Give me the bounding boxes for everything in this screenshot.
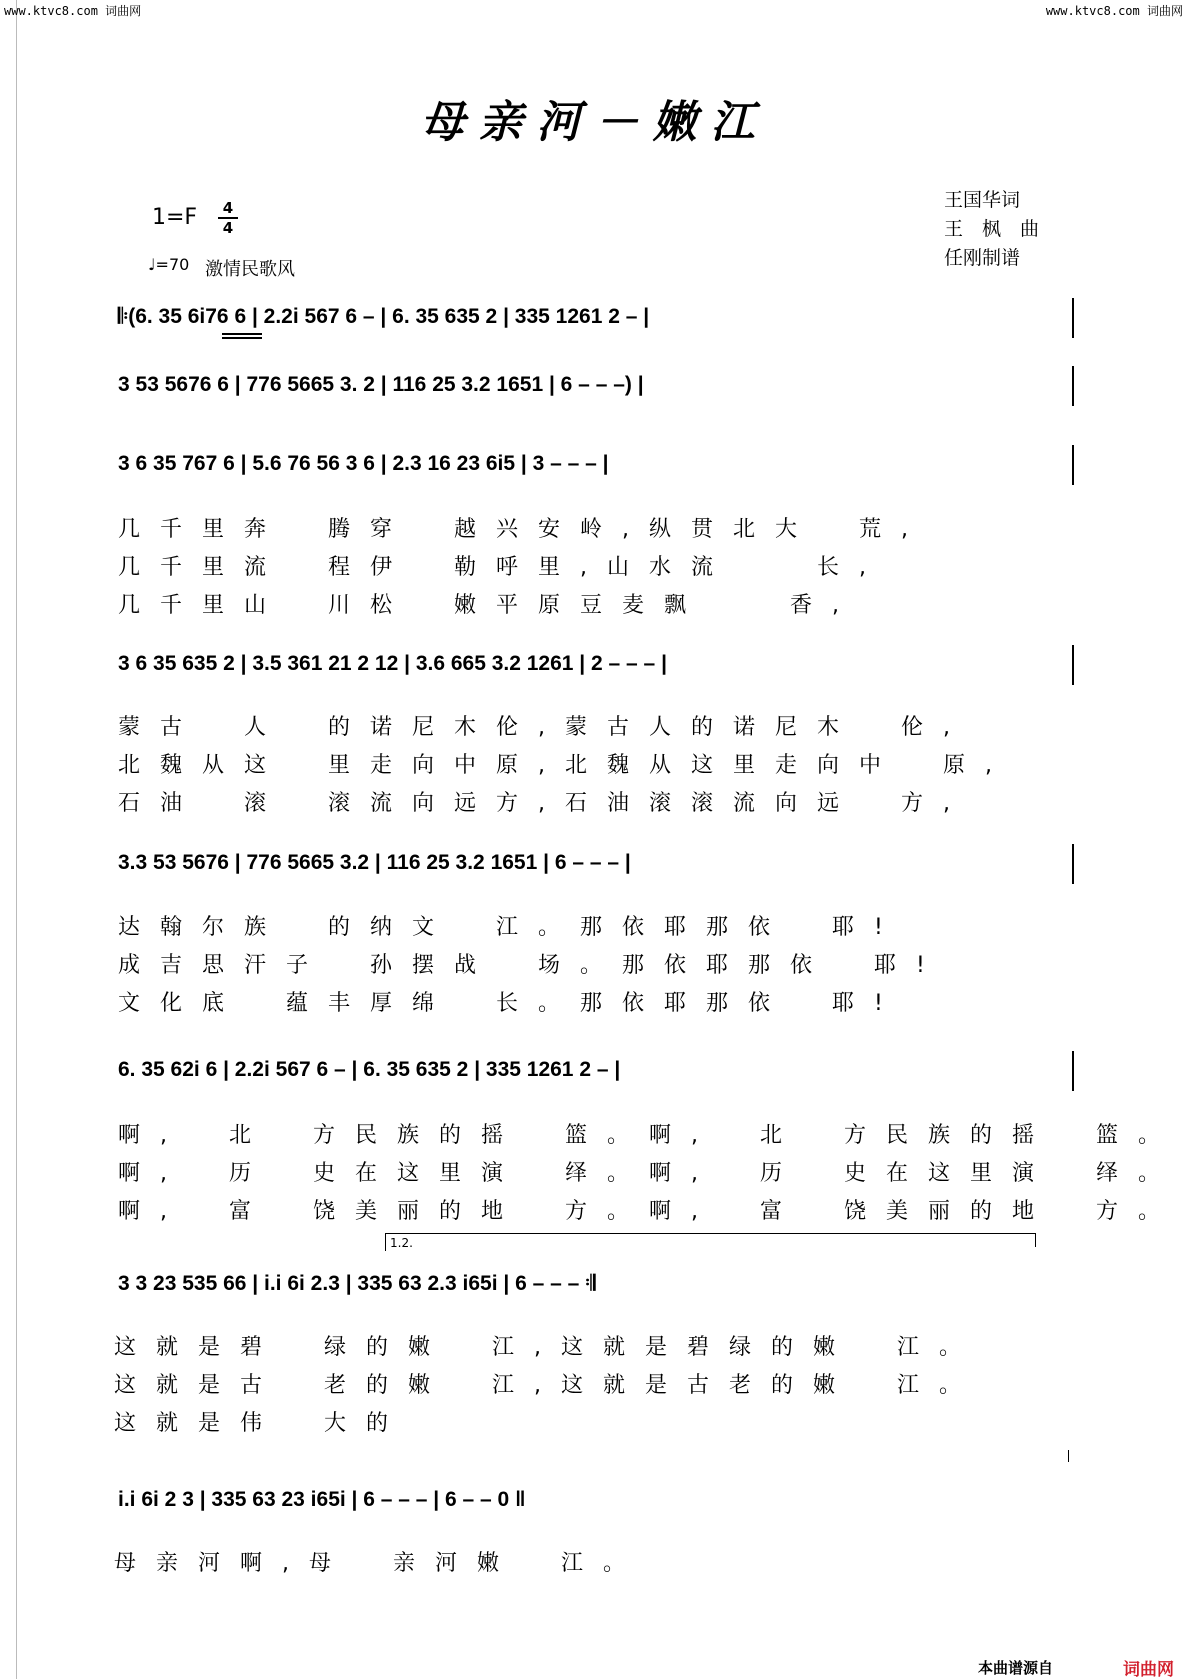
lyric-5-verse-3: 文化底 蕴丰厚绵 长。那依耶那依 耶!	[118, 991, 903, 1016]
arranger-credit: 任刚制谱	[944, 247, 1021, 269]
lyric-7-verse-3: 这就是伟 大的	[114, 1411, 409, 1436]
lyric-6-verse-2: 啊, 历 史在这里演 绎。啊, 历 史在这里演 绎。	[118, 1161, 1180, 1186]
lyric-8-verse-1: 母亲河啊,母 亲河嫩 江。	[114, 1551, 645, 1576]
time-signature: 4 4	[218, 200, 238, 236]
credits	[944, 186, 1039, 273]
page-border	[16, 0, 17, 1679]
volta-bracket-label: 1.2.	[390, 1236, 413, 1250]
notation-system-2: 3 53 5676 6 | 776 5665 3. 2 | 116 25 3.2 1651 | 6 – – –) |	[118, 373, 644, 396]
lyric-5-verse-2: 成吉思汗子 孙摆战 场。那依耶那依 耶!	[118, 953, 945, 978]
notation-system-1: 𝄆(6. 35 6i76 6 | 2.2i 567 6 – | 6. 35 635 2 | 335 1261 2 – |	[118, 305, 650, 328]
song-title: 母亲河－嫩江	[420, 97, 769, 148]
notation-system-5: 3.3 53 5676 | 776 5665 3.2 | 116 25 3.2 1651 | 6 – – – |	[118, 851, 631, 874]
notation-system-7: 3 3 23 535 66 | i.i 6i 2.3 | 335 63 2.3 i65i | 6 – – – 𝄇	[118, 1272, 596, 1295]
lyric-5-verse-1: 达翰尔族 的纳文 江。那依耶那依 耶!	[118, 915, 903, 940]
tempo-marking: ♩=70	[148, 255, 190, 274]
lyricist-credit: 王国华词	[944, 189, 1021, 211]
watermark-right: www.ktvc8.com 词曲网	[1045, 4, 1183, 18]
watermark-left: www.ktvc8.com 词曲网	[4, 4, 142, 18]
footer-brand-logo[interactable]: 词曲网	[1123, 1660, 1174, 1680]
notation-system-8: i.i 6i 2 3 | 335 63 23 i65i | 6 – – – | 6 – – 0 ‖	[118, 1488, 526, 1511]
composer-credit: 王 枫 曲	[944, 218, 1040, 240]
lyric-4-verse-3: 石油 滚 滚流向远方,石油滚滚流向远 方,	[118, 791, 970, 816]
footer-source: 本曲谱源自	[978, 1659, 1054, 1677]
lyric-3-verse-3: 几千里山 川松 嫩平原豆麦飘 香,	[118, 593, 859, 618]
notation-system-4: 3 6 35 635 2 | 3.5 361 21 2 12 | 3.6 665 3.2 1261 | 2 – – – |	[118, 652, 667, 675]
style-marking: 激情民歌风	[205, 259, 295, 280]
lyric-6-verse-3: 啊, 富 饶美丽的地 方。啊, 富 饶美丽的地 方。	[118, 1199, 1180, 1224]
lyric-4-verse-2: 北魏从这 里走向中原,北魏从这里走向中 原,	[118, 753, 1012, 778]
notation-system-6: 6. 35 62i 6 | 2.2i 567 6 – | 6. 35 635 2 | 335 1261 2 – |	[118, 1058, 621, 1081]
lyric-3-verse-2: 几千里流 程伊 勒呼里,山水流 长,	[118, 555, 886, 580]
key-signature: 1=F	[152, 205, 198, 230]
lyric-6-verse-1: 啊, 北 方民族的摇 篮。啊, 北 方民族的摇 篮。	[118, 1123, 1180, 1148]
lyric-4-verse-1: 蒙古 人 的诺尼木伦,蒙古人的诺尼木 伦,	[118, 715, 970, 740]
lyric-7-verse-1: 这就是碧 绿的嫩 江,这就是碧绿的嫩 江。	[114, 1335, 981, 1360]
notation-system-3: 3 6 35 767 6 | 5.6 76 56 3 6 | 2.3 16 23 6i5 | 3 – – – |	[118, 452, 609, 475]
lyric-3-verse-1: 几千里奔 腾穿 越兴安岭,纵贯北大 荒,	[118, 517, 928, 542]
lyric-7-verse-2: 这就是古 老的嫩 江,这就是古老的嫩 江。	[114, 1373, 981, 1398]
